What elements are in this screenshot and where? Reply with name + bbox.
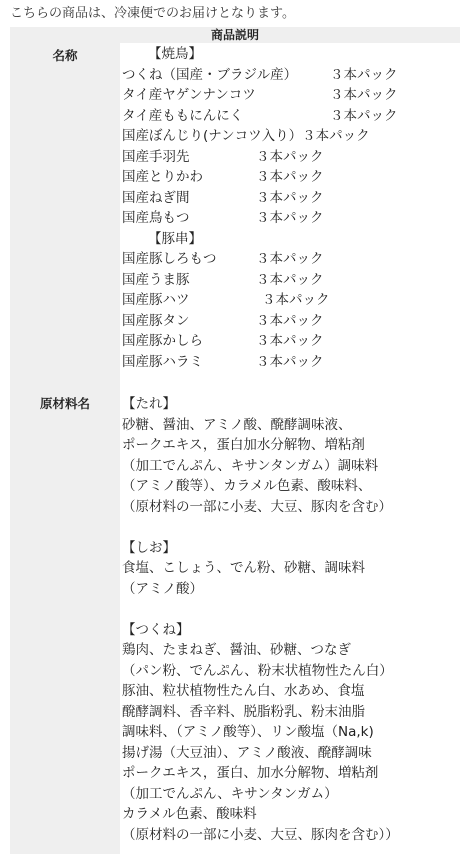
ingredient-line (122, 661, 399, 682)
ingredient-line (122, 558, 399, 579)
line-text: 砂糖、醤油、アミノ酸、醗酵調味液、 (122, 416, 352, 433)
item-name: 国産豚ハツ (122, 292, 190, 308)
item-name: 国産豚しろもつ (122, 251, 217, 267)
list-item (122, 106, 398, 127)
line-text: 調味料、（アミノ酸等）、リン酸塩（Na,k) (122, 724, 374, 740)
section-heading-pork (122, 229, 398, 250)
product-description-table (10, 27, 460, 854)
line-text: （加工でんぷん、キサンタンガム）調味料 (122, 457, 379, 474)
ingredient-line (122, 435, 399, 456)
item-name: 国産ねぎ間 (122, 189, 190, 206)
line-text: 食塩、こしょう、でん粉、砂糖、調味料 (122, 560, 365, 576)
line-text: カラメル色素、酸味料 (122, 806, 257, 822)
line-text: （原材料の一部に小麦、大豆、豚肉を含む） (122, 498, 392, 515)
line-text: （アミノ酸等）、カラメル色素、酸味料、 (122, 478, 372, 494)
item-name: タイ産ももにんにく (122, 107, 244, 124)
spacer (122, 599, 399, 620)
item-pack: ３本パック (302, 128, 370, 144)
ingredient-line (122, 415, 399, 436)
line-text: （アミノ酸） (122, 580, 203, 597)
line-text: 鶏肉、たまねぎ、醤油、砂糖、つなぎ (122, 642, 351, 658)
item-pack: ３本パック (256, 169, 324, 185)
line-text: （パン粉、でんぷん、粉末状植物性たん白） (122, 662, 393, 679)
ingredient-line (122, 640, 399, 661)
item-name: 国産豚ハラミ (122, 353, 203, 370)
list-item (122, 188, 398, 209)
ingredients-label: 原材料名 (39, 396, 90, 411)
ingredient-line (122, 825, 399, 846)
item-name: 国産うま豚 (122, 271, 190, 288)
item-name: 国産鳥もつ (122, 210, 190, 226)
list-item (122, 147, 398, 168)
ingredient-line (122, 579, 399, 600)
spacer (122, 517, 399, 538)
heading-text: 【つくね】 (122, 621, 190, 638)
section-heading-yakitori (122, 44, 398, 65)
table-header: 商品説明 (10, 27, 460, 43)
list-item (122, 208, 398, 229)
item-name: つくね（国産・ブラジル産） (122, 66, 298, 83)
item-name: タイ産ヤゲンナンコツ (122, 87, 256, 103)
tsukune-heading (122, 620, 399, 641)
item-pack: ３本パック (256, 353, 324, 370)
heading-text: 【しお】 (122, 539, 176, 556)
item-name: 国産とりかわ (122, 169, 203, 185)
line-text: （原材料の一部に小麦、大豆、豚肉を含む）） (122, 826, 399, 843)
ingredient-line (122, 722, 399, 743)
ingredient-line (122, 681, 399, 702)
item-pack: ３本パック (330, 87, 398, 103)
section-heading-text: 【豚串】 (148, 230, 202, 247)
ingredient-line (122, 456, 399, 477)
line-text: ポークエキス，蛋白、加水分解物、増粘剤 (122, 765, 379, 781)
ingredient-line (122, 804, 399, 825)
list-item (122, 270, 398, 291)
item-pack: ３本パック (256, 271, 324, 288)
line-text: 揚げ湯（大豆油）、アミノ酸液、醗酵調味 (122, 744, 372, 761)
line-text: ポークエキス，蛋白加水分解物、増粘剤 (122, 437, 365, 453)
list-item (122, 126, 398, 147)
name-label: 名称 (52, 48, 78, 63)
ingredient-line (122, 702, 399, 723)
list-item (122, 65, 398, 86)
list-item (122, 167, 398, 188)
item-name: 国産豚タン (122, 312, 190, 329)
list-item (122, 331, 398, 352)
item-pack: ３本パック (330, 66, 398, 83)
ingredient-line (122, 763, 399, 784)
item-pack: ３本パック (256, 312, 324, 329)
section-heading-text: 【焼鳥】 (148, 46, 202, 62)
item-pack: ３本パック (256, 251, 324, 267)
item-pack: ３本パック (256, 148, 324, 165)
ingredients-list (122, 394, 399, 845)
list-item (122, 311, 398, 332)
item-pack: ３本パック (256, 210, 324, 226)
list-item (122, 352, 398, 373)
ingredient-line (122, 784, 399, 805)
ingredient-line (122, 476, 399, 497)
heading-text: 【たれ】 (122, 396, 176, 412)
line-text: 醗酵調料、香辛料、脱脂粉乳、粉末油脂 (122, 703, 365, 720)
ingredient-line (122, 497, 399, 518)
item-pack: ３本パック (256, 189, 324, 206)
item-name: 国産手羽先 (122, 148, 190, 165)
list-item (122, 290, 398, 311)
item-name: 国産ぼんじり(ナンコツ入り） (122, 128, 303, 144)
ingredient-line (122, 743, 399, 764)
product-list (122, 44, 398, 372)
list-item (122, 85, 398, 106)
item-name: 国産豚かしら (122, 333, 203, 349)
shio-heading (122, 538, 399, 559)
item-pack: ３本パック (256, 333, 324, 349)
line-text: 豚油、粒状植物性たん白、水あめ、食塩 (122, 683, 365, 699)
frozen-delivery-notice: こちらの商品は、冷凍便でのお届けとなります。 (10, 6, 295, 21)
item-pack: ３本パック (330, 107, 398, 124)
line-text: （加工でんぷん、キサンタンガム） (122, 785, 338, 802)
tare-heading (122, 394, 399, 415)
list-item (122, 249, 398, 270)
item-pack: ３本パック (262, 292, 330, 308)
label-column (10, 43, 120, 854)
